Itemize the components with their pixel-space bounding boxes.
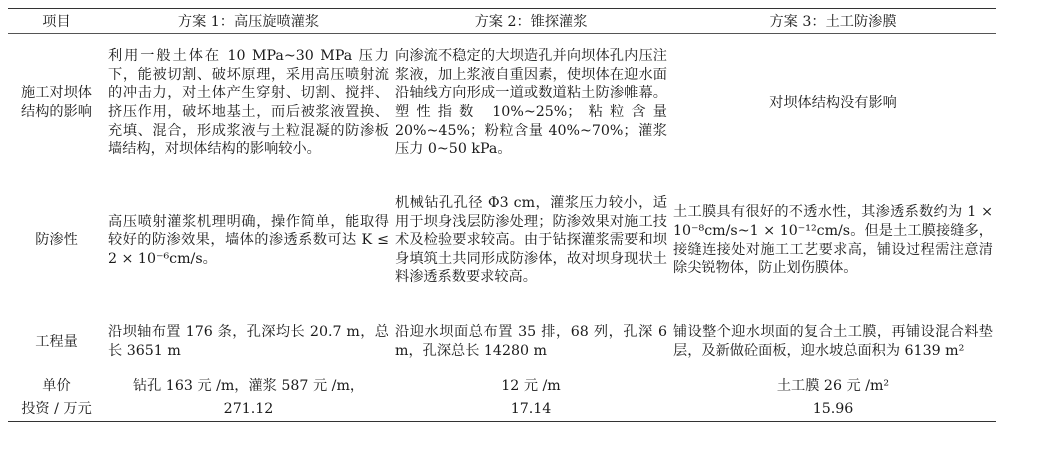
header-plan-2: 方案 2：锥探灌浆	[392, 9, 670, 34]
table-cell: 17.14	[392, 398, 670, 422]
table-cell: 机械钻孔孔径 Φ3 cm，灌浆压力较小，适用于坝身浅层防渗处理；防渗效果对施工技术及检验要求较高。由于钻探灌浆需要和坝身填筑土共同形成防渗体，故对坝身现状土料渗透系数要求较高。	[395, 195, 667, 286]
table-row	[8, 375, 996, 398]
table-cell: 向渗流不稳定的大坝造孔并向坝体孔内压注浆液，加上浆液自重因素，使坝体在迎水面沿轴线方向形成一道或数道粘土防渗帷幕。塑性指数 10%~25%；粘粒含量 20%~45%；粉粒含量 40%~70%；灌浆压力 0~50 kPa。	[395, 48, 667, 158]
table-row	[8, 398, 996, 422]
row-label: 工程量	[35, 333, 78, 350]
table-cell: 沿坝轴布置 176 条，孔深均长 20.7 m，总长 3651 m	[108, 324, 389, 359]
table-cell: 沿迎水坝面总布置 35 排，68 列，孔深 6 m，孔深总长 14280 m	[395, 324, 667, 359]
table-row	[8, 172, 996, 309]
table-cell: 利用一般土体在 10 MPa~30 MPa 压力下，能被切割、破坏原理，采用高压喷射流的冲击力，对土体产生穿射、切割、搅拌、挤压作用，破坏地基土，而后被浆液置换、充填、混合，形成浆液与土粒混凝的防渗板墙结构，对坝体结构的影响较小。	[108, 48, 389, 158]
table-cell: 土工膜 26 元 /m²	[776, 378, 890, 394]
header-item: 项目	[8, 9, 105, 34]
table-cell: 271.12	[105, 398, 392, 422]
table-cell: 对坝体结构没有影响	[769, 94, 897, 111]
header-plan-1: 方案 1：高压旋喷灌浆	[105, 9, 392, 34]
comparison-table	[8, 8, 996, 422]
row-label: 投资 / 万元	[8, 398, 105, 422]
table-cell: 钻孔 163 元 /m，灌浆 587 元 /m，	[132, 378, 365, 394]
table-cell: 高压喷射灌浆机理明确，操作简单，能取得较好的防渗效果，墙体的渗透系数可达 K ≤ 2 × 10⁻⁶cm/s。	[108, 213, 389, 267]
table-cell: 铺设整个迎水坝面的复合土工膜，再铺设混合料垫层，及新做砼面板，迎水坡总面积为 6139 m²	[673, 324, 993, 359]
header-row	[8, 9, 996, 34]
header-plan-3: 方案 3：土工防渗膜	[670, 9, 996, 34]
row-label: 单价	[42, 378, 71, 394]
table-cell: 土工膜具有很好的不透水性，其渗透系数约为 1 × 10⁻⁸cm/s~1 × 10⁻¹²cm/s。但是土工膜接缝多，接缝连接处对施工工艺要求高，铺设过程需注意清除尖锐物体，防止划伤膜体。	[673, 204, 993, 277]
row-label: 防渗性	[35, 232, 78, 249]
table-row	[8, 34, 996, 173]
table-cell: 15.96	[670, 398, 996, 422]
table-cell: 12 元 /m	[501, 378, 561, 394]
row-label: 施工对坝体 结构的影响	[21, 85, 92, 120]
table-row	[8, 309, 996, 375]
